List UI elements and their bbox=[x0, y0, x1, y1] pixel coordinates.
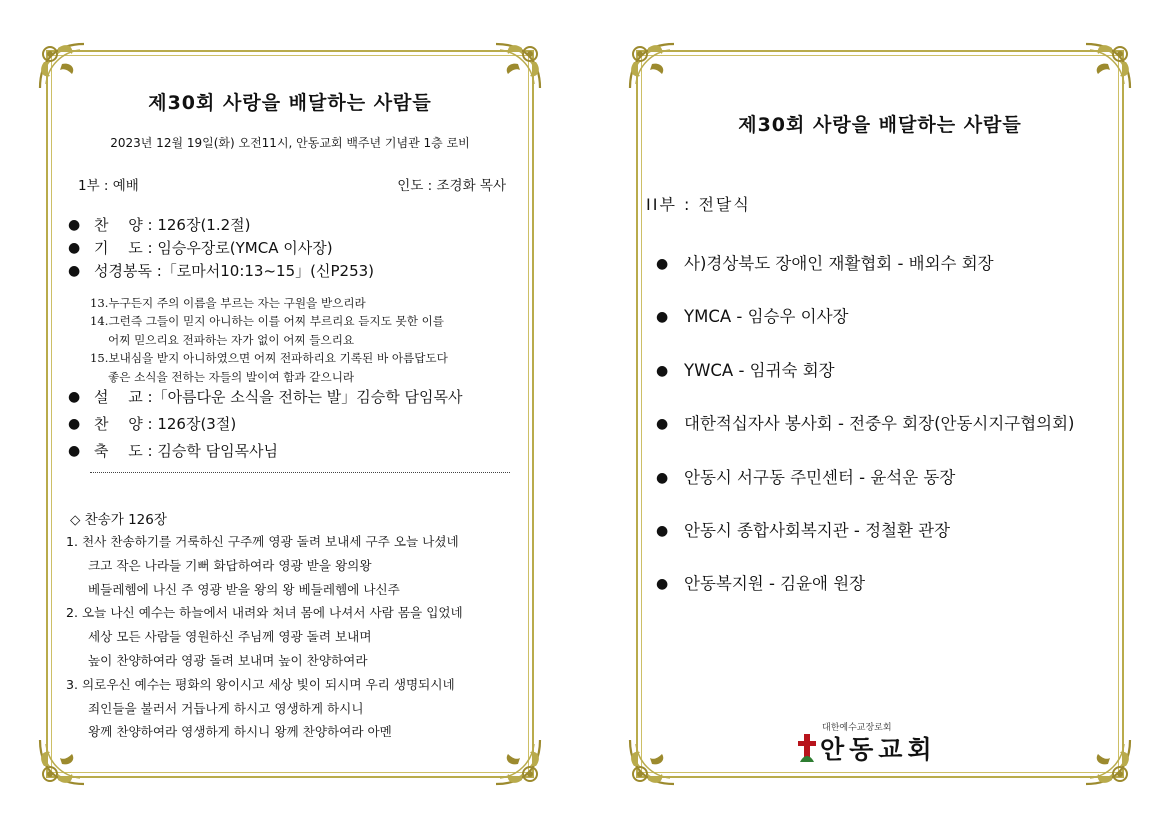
bullet-icon: ● bbox=[656, 416, 669, 433]
hymn-line: 왕께 찬양하여라 영생하게 하시니 왕께 찬양하여라 아멘 bbox=[88, 724, 392, 740]
bullet-icon: ● bbox=[68, 263, 81, 279]
worship-order-list-continued bbox=[64, 384, 524, 465]
bullet-icon: ● bbox=[656, 362, 669, 379]
bullet-icon: ● bbox=[68, 416, 81, 432]
denomination-label: 대한예수교장로회 bbox=[822, 723, 892, 733]
list-item: ● 대한적십자사 봉사회 - 전중우 회장(안동시지구협의회) bbox=[654, 410, 1124, 463]
list-item: ● YMCA - 임승우 이사장 bbox=[654, 303, 1124, 356]
leader-label: 인도 : 조경화 목사 bbox=[397, 178, 506, 194]
corner-ornament-icon bbox=[626, 736, 678, 788]
bullet-icon: ● bbox=[68, 443, 81, 459]
left-page bbox=[36, 40, 544, 788]
bullet-icon: ● bbox=[656, 522, 669, 539]
bullet-icon: ● bbox=[68, 240, 81, 256]
bullet-icon: ● bbox=[656, 309, 669, 326]
hymn-lyrics bbox=[66, 530, 536, 744]
part-label: 1부 : 예배 bbox=[78, 178, 139, 194]
corner-ornament-icon bbox=[1082, 40, 1134, 92]
bullet-icon: ● bbox=[68, 217, 81, 233]
list-item: ● 기 도 : 임승우장로(YMCA 이사장) bbox=[64, 237, 524, 260]
hymn-line: 죄인들을 불러서 거듭나게 하시고 영생하게 하시니 bbox=[88, 700, 364, 716]
list-item: ● YWCA - 임귀숙 회장 bbox=[654, 357, 1124, 410]
verse-line: 14.그런즉 그들이 믿지 아니하는 이를 어찌 부르리요 듣지도 못한 이를 bbox=[90, 314, 444, 329]
event-date-location: 2023년 12월 19일(화) 오전11시, 안동교회 백주년 기념관 1층 로비 bbox=[110, 136, 470, 150]
verse-line: 13.누구든지 주의 이름을 부르는 자는 구원을 받으리라 bbox=[90, 296, 366, 310]
hymn-line: 2. 오늘 나신 예수는 하늘에서 내려와 처녀 몸에 나셔서 사람 몸을 입었네 bbox=[66, 605, 463, 621]
verse-line: 좋은 소식을 전하는 자들의 발이여 함과 같으니라 bbox=[108, 369, 355, 384]
church-logo bbox=[796, 720, 976, 770]
list-item: ● 찬 양 : 126장(3절) bbox=[64, 411, 524, 438]
bullet-icon: ● bbox=[656, 576, 669, 593]
worship-order-list bbox=[64, 214, 524, 283]
list-item: ● 안동복지원 - 김윤애 원장 bbox=[654, 570, 1124, 623]
list-item: ● 안동시 서구동 주민센터 - 윤석운 동장 bbox=[654, 464, 1124, 517]
verse-line: 어찌 믿으리요 전파하는 자가 없이 어찌 들으리요 bbox=[108, 332, 355, 347]
corner-ornament-icon bbox=[1082, 736, 1134, 788]
scripture-verses bbox=[90, 294, 530, 386]
church-name: 안동교회 bbox=[820, 735, 937, 764]
hymn-line: 3. 의로우신 예수는 평화의 왕이시고 세상 빛이 되시며 우리 생명되시네 bbox=[66, 676, 455, 692]
list-item: ● 설 교 :「아름다운 소식을 전하는 발」김승학 담임목사 bbox=[64, 384, 524, 411]
hymn-line: 높이 찬양하여라 영광 돌려 보내며 높이 찬양하여라 bbox=[88, 652, 368, 668]
part-header bbox=[78, 174, 506, 194]
list-item: ● 안동시 종합사회복지관 - 정철환 관장 bbox=[654, 517, 1124, 570]
bullet-icon: ● bbox=[656, 256, 669, 272]
list-item: ● 찬 양 : 126장(1.2절) bbox=[64, 214, 524, 237]
corner-ornament-icon bbox=[36, 40, 88, 92]
hymn-line: 크고 작은 나라들 기뻐 화답하여라 영광 받을 왕의왕 bbox=[88, 557, 372, 573]
corner-ornament-icon bbox=[492, 40, 544, 92]
recipient-list bbox=[654, 250, 1124, 624]
corner-ornament-icon bbox=[626, 40, 678, 92]
list-item: ● 사)경상북도 장애인 재활협회 - 배외수 회장 bbox=[654, 250, 1124, 303]
dotted-divider bbox=[90, 472, 510, 473]
right-page bbox=[626, 40, 1134, 788]
verse-line: 15.보내심을 받지 아니하였으면 어찌 전파하리요 기록된 바 아름답도다 bbox=[90, 351, 448, 366]
hymn-line: 베들레헴에 나신 주 영광 받을 왕의 왕 베들레헴에 나신주 bbox=[88, 581, 400, 597]
page-title: 제30회 사랑을 배달하는 사람들 bbox=[148, 92, 432, 114]
bullet-icon: ● bbox=[68, 389, 81, 405]
page-title: 제30회 사랑을 배달하는 사람들 bbox=[738, 114, 1022, 136]
part-label: II부 : 전달식 bbox=[646, 195, 751, 214]
hymn-title: ◇ 찬송가 126장 bbox=[70, 512, 167, 528]
list-item: ● 성경봉독 :「로마서10:13~15」(신P253) bbox=[64, 260, 524, 283]
hymn-line: 1. 천사 찬송하기를 거룩하신 구주께 영광 돌려 보내세 구주 오늘 나셨네 bbox=[66, 534, 459, 549]
cross-logo-icon bbox=[796, 732, 818, 764]
hymn-line: 세상 모든 사람들 영원하신 주님께 영광 돌려 보내며 bbox=[88, 629, 372, 645]
list-item: ● 축 도 : 김승학 담임목사님 bbox=[64, 438, 524, 465]
bullet-icon: ● bbox=[656, 469, 669, 486]
